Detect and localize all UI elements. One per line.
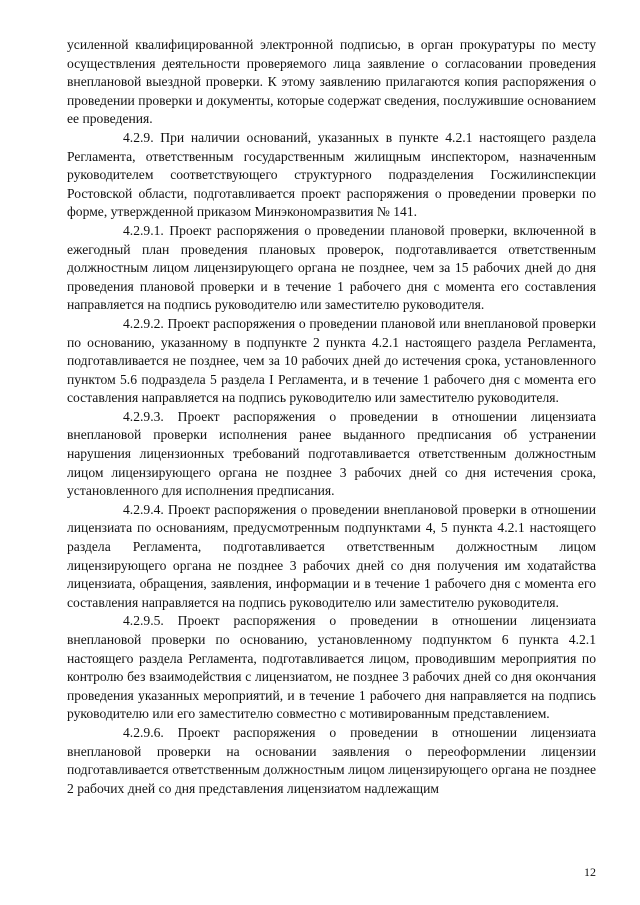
paragraph-4-2-9-4: 4.2.9.4. Проект распоряжения о проведении внеплановой проверки в отношении лицензиата по основаниям, предусмотренным подпунктами 4, 5 пункта 4.2.1 настоящего раздела Регламента, подготавливается ответственным должностным лицом лицензирующего органа не позднее 3 рабочих дней со дня получения им ходатайства лицензиата, обращения, заявления, информации и в течение 1 рабочего дня с момента его составления направляется на подпись руководителю или заместителю руководителя. [67,501,596,610]
document-page [67,36,596,798]
paragraph-4-2-9-5: 4.2.9.5. Проект распоряжения о проведении в отношении лицензиата внеплановой проверки по основанию, установленному подпунктом 6 пункта 4.2.1 настоящего раздела Регламента, подготавливается лицом, проводившим мероприятия по контролю без взаимодействия с лицензиатом, не позднее 3 рабочих дней со дня окончания проведения указанных мероприятий, и в течение 1 рабочего дня направляется на подпись руководителю или его заместителю совместно с мотивированным представлением. [67,613,596,722]
paragraph-continuation: усиленной квалифицированной электронной подписью, в орган прокуратуры по месту осуществления деятельности проверяемого лица заявление о согласовании проведения внеплановой выездной проверки. К этому заявлению прилагаются копия распоряжения о проведении проверки и документы, которые содержат сведения, послужившие основанием ее проведения. [67,37,596,127]
page-number: 12 [584,865,596,879]
paragraph-4-2-9: 4.2.9. При наличии оснований, указанных в пункте 4.2.1 настоящего раздела Регламента, ответственным государственным жилищным инспектором, назначенным руководителем соответствующего структурного подразделения Госжилинспекции Ростовской области, подготавливается проект распоряжения о проведении проверки по форме, утвержденной приказом Минэкономразвития № 141. [67,129,596,220]
paragraph-4-2-9-3: 4.2.9.3. Проект распоряжения о проведении в отношении лицензиата внеплановой проверки исполнения ранее выданного предписания об устранении нарушения лицензионных требований подготавливается ответственным должностным лицом лицензирующего органа не позднее 3 рабочих дней со дня истечения срока, установленного для исполнения предписания. [67,408,596,499]
paragraph-4-2-9-1: 4.2.9.1. Проект распоряжения о проведении плановой проверки, включенной в ежегодный план проведения плановых проверок, подготавливается ответственным должностным лицом лицензирующего органа не позднее, чем за 15 рабочих дней до дня проведения плановой проверки и в течение 1 рабочего дня с момента его составления направляется на подпись руководителю или заместителю руководителя. [67,222,596,313]
paragraph-4-2-9-2: 4.2.9.2. Проект распоряжения о проведении плановой или внеплановой проверки по основанию, указанному в подпункте 2 пункта 4.2.1 настоящего раздела Регламента, подготавливается не позднее, чем за 10 рабочих дней до истечения срока, установленного пунктом 5.6 подраздела 5 раздела I Регламента, и в течение 1 рабочего дня с момента его составления направляется на подпись руководителю или заместителю руководителя. [67,315,596,406]
paragraph-4-2-9-6: 4.2.9.6. Проект распоряжения о проведении в отношении лицензиата внеплановой проверки на основании заявления о переоформлении лицензии подготавливается ответственным должностным лицом лицензирующего органа не позднее 2 рабочих дней со дня представления лицензиатом надлежащим [67,724,596,796]
